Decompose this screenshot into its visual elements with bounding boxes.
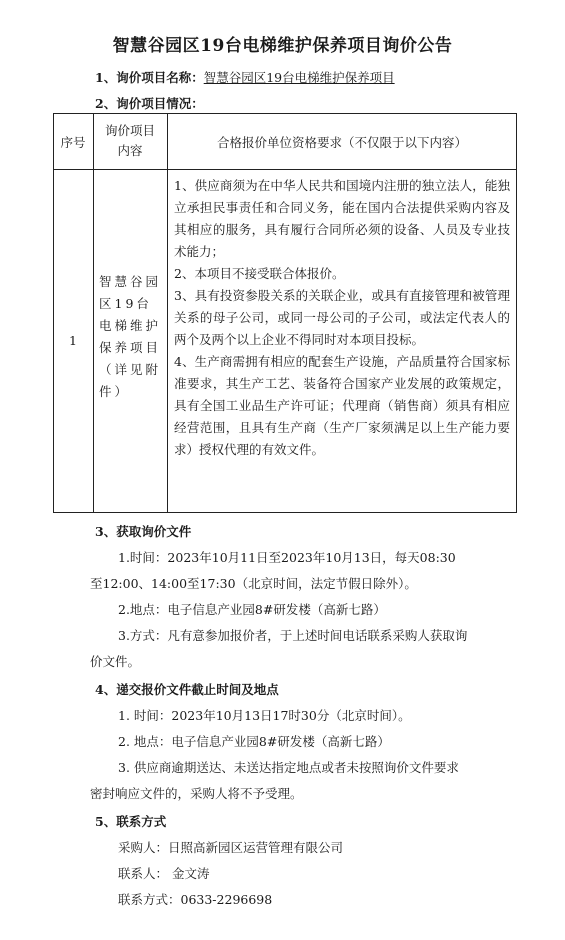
header-requirements: 合格报价单位资格要求（不仅限于以下内容） — [216, 135, 467, 150]
section-3-heading: 3、获取询价文件 — [95, 524, 192, 539]
requirement-item: 4、生产商需拥有相应的配套生产设施，产品质量符合国家标准要求，其生产工艺、装备符合国家产业发展的政策规定，具有全国工业品生产许可证；代理商（销售商）须具有相应经营范围，且具有生产商（生产厂家须满足以上生产能力要求）授权代理的有效文件。 — [174, 354, 510, 457]
row-no: 1 — [69, 333, 77, 348]
contact-buyer: 采购人：日照高新园区运营管理有限公司 — [118, 840, 344, 855]
deadline-note-line-2: 密封响应文件的，采购人将不予受理。 — [90, 786, 303, 801]
requirements-table — [53, 113, 517, 513]
contact-phone: 联系方式：0633-2296698 — [118, 892, 273, 907]
section-4-heading: 4、递交报价文件截止时间及地点 — [95, 682, 279, 697]
requirement-item: 1、供应商须为在中华人民共和国境内注册的独立法人，能独立承担民事责任和合同义务，能在国内合法提供采购内容及其相应的服务，具有履行合同所必须的设备、人员及专业技术能力； — [174, 178, 510, 259]
section-2-heading: 2、询价项目情况： — [95, 96, 204, 111]
row-content: 智慧谷园区19台电梯维护保养项目（详见附件） — [99, 274, 162, 399]
fetch-time-line-1: 1.时间：2023年10月11日至2023年10月13日，每天08:30 — [118, 550, 456, 565]
page-title: 智慧谷园区19台电梯维护保养项目询价公告 — [112, 36, 453, 56]
requirement-item: 3、具有投资参股关系的关联企业，或具有直接管理和被管理关系的母子公司，或同一母公司的子公司，或法定代表人的两个及两个以上企业不得同时对本项目投标。 — [174, 288, 510, 347]
fetch-method-line-1: 3.方式：凡有意参加报价者，于上述时间电话联系采购人获取询 — [118, 628, 468, 643]
contact-person: 联系人： 金文涛 — [118, 866, 210, 881]
header-no: 序号 — [60, 135, 86, 150]
project-name: 智慧谷园区19台电梯维护保养项目 — [203, 70, 395, 85]
fetch-method-line-2: 价文件。 — [90, 654, 141, 669]
header-content: 询价项目内容 — [104, 123, 155, 158]
requirements-list — [174, 175, 510, 461]
requirement-item: 2、本项目不接受联合体报价。 — [174, 266, 345, 281]
section-5-heading: 5、联系方式 — [95, 814, 167, 829]
fetch-time-line-2: 至12:00、14:00至17:30（北京时间，法定节假日除外）。 — [90, 576, 417, 591]
deadline-time: 1. 时间：2023年10月13日17时30分（北京时间）。 — [118, 708, 411, 723]
fetch-place: 2.地点：电子信息产业园8#研发楼（高新七路） — [118, 602, 386, 617]
section-1-label: 1、询价项目名称： — [95, 70, 204, 85]
section-1-heading — [95, 68, 395, 86]
deadline-place: 2. 地点：电子信息产业园8#研发楼（高新七路） — [118, 734, 390, 749]
deadline-note-line-1: 3. 供应商逾期送达、未送达指定地点或者未按照询价文件要求 — [118, 760, 459, 775]
